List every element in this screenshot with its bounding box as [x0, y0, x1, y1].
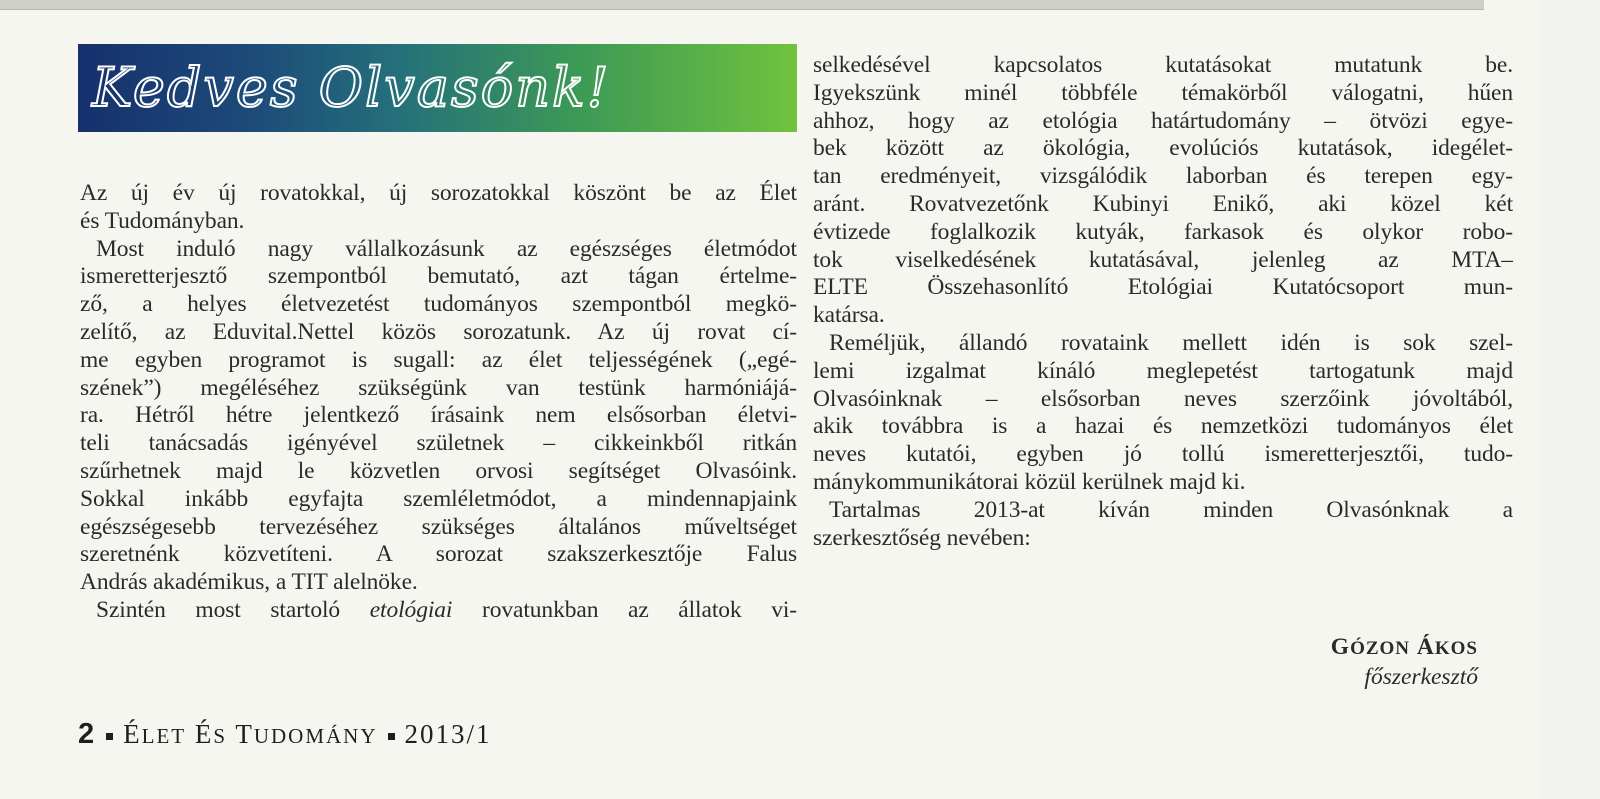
- emphasis: etológiai: [369, 596, 453, 623]
- text-line: Reméljük, állandó rovataink mellett idén is sok szel-: [829, 329, 1513, 356]
- text-line: me egyben programot is sugall: az élet teljességének („egé-: [80, 346, 797, 373]
- text-line: mánykommunikátorai közül kerülnek majd ki.: [813, 468, 1246, 495]
- text-line: aránt. Rovatvezetőnk Kubinyi Enikő, aki közel két: [813, 190, 1513, 217]
- text-line: ELTE Összehasonlító Etológiai Kutatócsoport mun-: [813, 274, 1513, 301]
- magazine-name: ÉLET ÉS TUDOMÁNY: [123, 719, 378, 749]
- text-line: zelítő, az Eduvital.Nettel közös sorozatunk. Az új rovat cí-: [80, 318, 797, 345]
- page-footer: [78, 718, 492, 751]
- text-line: szének”) megéléséhez szükségünk van testünk harmóniájá-: [80, 374, 797, 401]
- text-line: egészségesebb tervezéséhez szükséges általános műveltséget: [80, 513, 797, 540]
- text-line: András akadémikus, a TIT alelnöke.: [80, 569, 418, 596]
- page-right-margin: [1540, 0, 1600, 799]
- title-banner: [78, 44, 797, 132]
- text-line: lemi izgalmat kínáló meglepetést tartogatunk majd: [813, 357, 1513, 384]
- article-column-right: [813, 52, 1513, 552]
- bullet-separator: [388, 733, 395, 740]
- text-line: Tartalmas 2013-at kíván minden Olvasónknak a: [829, 496, 1513, 523]
- text-line: Olvasóinknak – elsősorban neves szerzőink jóvoltából,: [813, 385, 1513, 412]
- article-column-left: [80, 180, 797, 625]
- signature-name: GÓZON ÁKOS: [1330, 634, 1478, 660]
- signature-title: főszerkesztő: [1364, 664, 1478, 690]
- text-line: bek között az ökológia, evolúciós kutatások, idegélet-: [813, 135, 1513, 162]
- text-line: tan eredményeit, vizsgálódik laborban és terepen egy-: [813, 163, 1513, 190]
- top-edge: [0, 0, 1484, 10]
- text-line: és Tudományban.: [80, 207, 245, 234]
- banner-title: Kedves Olvasónk!: [92, 56, 611, 119]
- bullet-separator: [106, 733, 113, 740]
- text-line: ző, a helyes életvezetést tudományos szempontból megkö-: [80, 291, 797, 318]
- text-line: Szintén most startoló etológiai rovatunkban az állatok vi-: [96, 596, 797, 623]
- text-line: tok viselkedésének kutatásával, jelenleg az MTA–: [813, 246, 1513, 273]
- page-number: 2: [78, 718, 97, 750]
- issue-number: 2013/1: [404, 719, 492, 749]
- text-line: Most induló nagy vállalkozásunk az egészséges életmódot: [96, 235, 797, 262]
- text-line: szűrhetnek majd le közvetlen orvosi segítséget Olvasóink.: [80, 457, 797, 484]
- text-line: évtizede foglalkozik kutyák, farkasok és olykor robo-: [813, 218, 1513, 245]
- text-line: katársa.: [813, 302, 885, 329]
- text-line: szerkesztőség nevében:: [813, 524, 1031, 551]
- text-line: Az új év új rovatokkal, új sorozatokkal köszönt be az Élet: [80, 180, 797, 206]
- text-line: Sokkal inkább egyfajta szemléletmódot, a mindennapjaink: [80, 485, 797, 512]
- text-line: akik továbbra is a hazai és nemzetközi tudományos élet: [813, 413, 1513, 440]
- text-line: szeretnénk közvetíteni. A sorozat szakszerkesztője Falus: [80, 541, 797, 568]
- text-line: ra. Hétről hétre jelentkező írásaink nem elsősorban életvi-: [80, 402, 797, 429]
- text-line: Igyekszünk minél többféle témakörből válogatni, hűen: [813, 79, 1513, 106]
- text-line: ahhoz, hogy az etológia határtudomány – ötvözi egye-: [813, 107, 1513, 134]
- text-line: ismeretterjesztő szempontból bemutató, azt tágan értelme-: [80, 263, 797, 290]
- text-line: selkedésével kapcsolatos kutatásokat mutatunk be.: [813, 52, 1513, 78]
- text-line: neves kutatói, egyben jó tollú ismeretterjesztői, tudo-: [813, 441, 1513, 468]
- text-line: teli tanácsadás igényével születnek – cikkeinkből ritkán: [80, 430, 797, 457]
